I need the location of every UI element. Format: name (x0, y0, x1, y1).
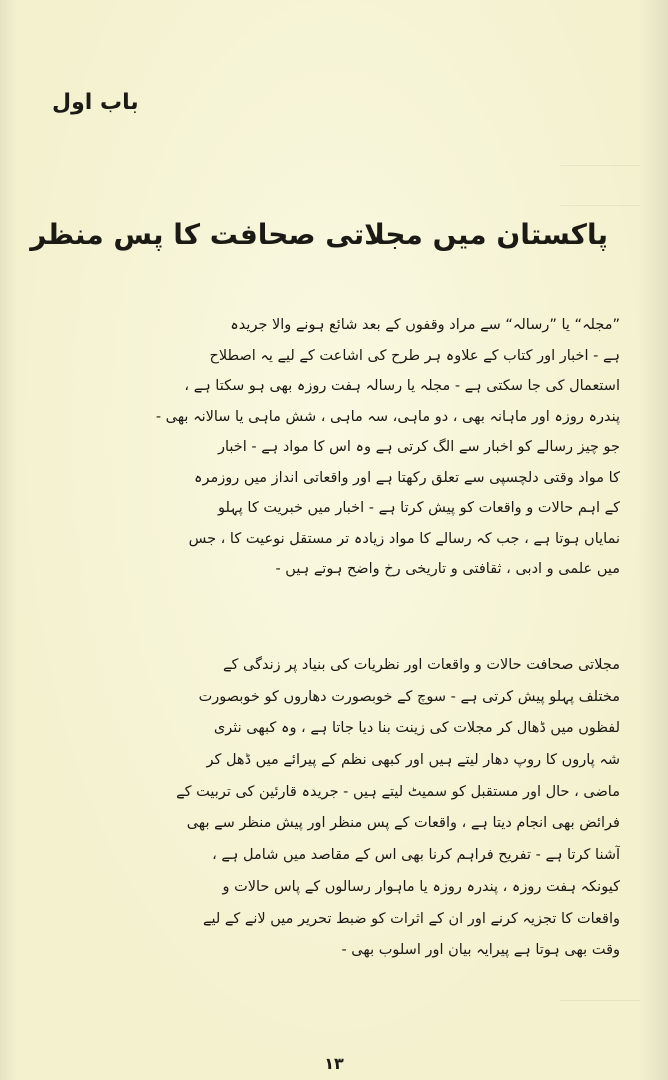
chapter-heading: باب اول (52, 90, 139, 115)
text-line: شہ پاروں کا روپ دھار لیتے ہیں اور کبھی نظم کے پیرائے میں ڈھل کر (206, 752, 620, 769)
text-line: وقت بھی ہوتا ہے پیرایہ بیان اور اسلوب بھی - (341, 942, 620, 959)
text-line: کیونکہ ہفت روزہ ، پندرہ روزہ یا ماہوار رسالوں کے پاس حالات و (222, 878, 620, 895)
text-line: استعمال کی جا سکتی ہے - مجلہ یا رسالہ ہفت روزہ بھی ہو سکتا ہے ، (184, 378, 620, 394)
text-line: کا مواد وقتی دلچسپی سے تعلق رکھتا ہے اور واقعاتی انداز میں روزمرہ (193, 469, 620, 486)
text-line: جو چیز رسالے کو اخبار سے الگ کرتی ہے وہ اس کا مواد ہے - اخبار (218, 439, 620, 455)
paragraph-2 (50, 650, 620, 967)
text-line: واقعات کا تجزیہ کرنے اور ان کے اثرات کو ضبط تحریر میں لانے کے لیے (202, 910, 620, 927)
bleed-through-mark (560, 205, 640, 206)
text-line: ”مجلہ“ یا ”رسالہ“ سے مراد وقفوں کے بعد شائع ہونے والا جریدہ (230, 317, 620, 333)
text-line: مجلاتی صحافت حالات و واقعات اور نظریات کی بنیاد پر زندگی کے (223, 657, 620, 673)
text-line: ماضی ، حال اور مستقبل کو سمیٹ لیتے ہیں - جریدہ قارئین کی تربیت کے (176, 783, 620, 800)
text-line: میں علمی و ادبی ، ثقافتی و تاریخی رخ واضح ہوتے ہیں - (275, 561, 620, 577)
bleed-through-mark (560, 1000, 640, 1001)
text-line: آشنا کرتا ہے - تفریح فراہم کرنا بھی اس کے مقاصد میں شامل ہے ، (212, 847, 620, 864)
text-line: پندرہ روزہ اور ماہانہ بھی ، دو ماہی، سہ ماہی ، شش ماہی یا سالانہ بھی - (155, 408, 620, 425)
text-line: نمایاں ہوتا ہے ، جب کہ رسالے کا مواد زیادہ تر مستقل نوعیت کا ، جس (188, 530, 620, 547)
text-line: کے اہم حالات و واقعات کو پیش کرتا ہے - اخبار میں خبریت کا پہلو (217, 500, 620, 516)
bleed-through-mark (560, 165, 640, 166)
text-line: ہے - اخبار اور کتاب کے علاوہ ہر طرح کی اشاعت کے لیے یہ اصطلاح (209, 347, 620, 364)
paragraph-1 (50, 310, 620, 585)
page-title: پاکستان میں مجلاتی صحافت کا پس منظر (30, 218, 608, 251)
text-line: مختلف پہلو پیش کرتی ہے - سوچ کے خوبصورت دھاروں کو خوبصورت (198, 688, 620, 705)
text-line: فرائض بھی انجام دیتا ہے ، واقعات کے پس منظر اور پیش منظر سے بھی (186, 815, 620, 832)
page-number: ۱۳ (324, 1054, 344, 1073)
text-line: لفظوں میں ڈھال کر مجلات کی زینت بنا دیا جاتا ہے ، وہ کبھی نثری (213, 720, 620, 737)
